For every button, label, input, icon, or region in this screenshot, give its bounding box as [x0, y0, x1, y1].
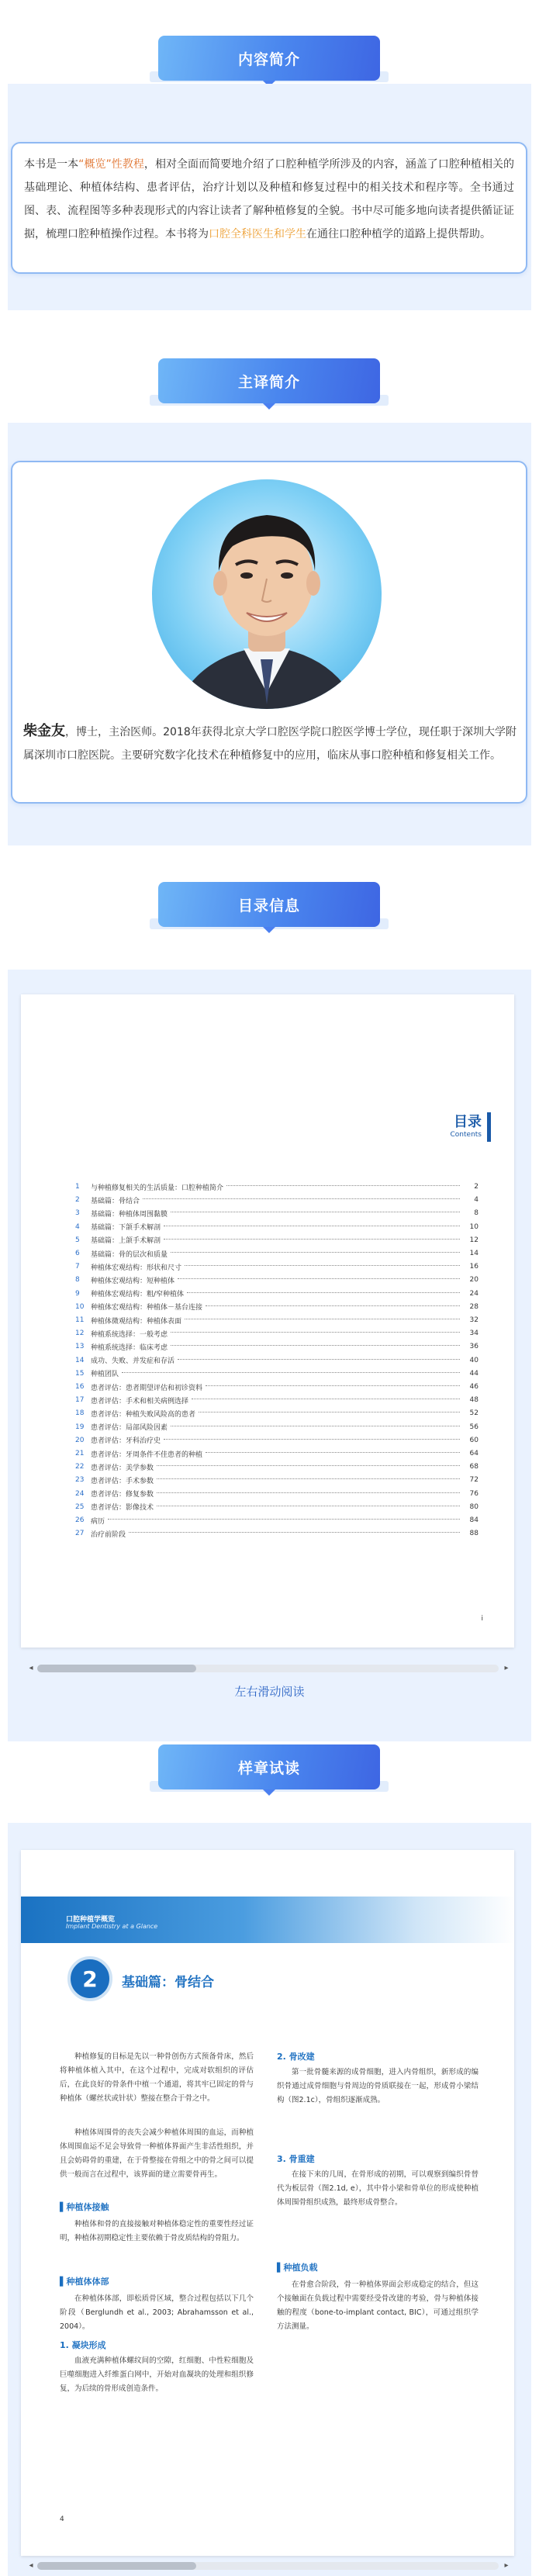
toc-row-page: 32	[469, 1316, 479, 1324]
toc-page-number: i	[481, 1615, 483, 1623]
left-paragraph-4: 在种植体体部，即松质骨区域，整合过程包括以下几个阶段（Berglundh et al., 2003; Abrahamsson et al., 2004）。	[60, 2294, 254, 2331]
editor-name: 柴金友	[23, 723, 66, 739]
chapter-number-badge	[67, 1956, 112, 2001]
left-paragraph-3: 种植体和骨的直接接触对种植体稳定性的重要性经过证明，种植体初期稳定性主要依赖于骨皮质结构的骨阻力。	[60, 2220, 254, 2242]
toc-row	[75, 1527, 479, 1540]
editor-avatar	[152, 479, 382, 709]
toc-row-title: 基础篇：种植体周围黏膜	[91, 1210, 168, 1219]
toc-heading-block	[451, 1111, 482, 1139]
left-paragraph-5: 血液充满种植体螺纹间的空隙，红细胞、中性粒细胞及巨噬细胞进入纤维蛋白网中，开始对血凝块的处理和组织修复，为后续的骨形成创造条件。	[60, 2356, 254, 2393]
toc-row-page: 48	[469, 1396, 479, 1405]
toc-row-page: 76	[469, 1489, 479, 1498]
toc-row	[75, 1407, 479, 1419]
toc-row-page: 8	[474, 1209, 479, 1218]
editor-bio-text: ，博士，主治医师。2018年获得北京大学口腔医学院口腔医学博士学位，现任职于深圳大学附属深圳市口腔医院。主要研究数字化技术在种植修复中的应用，临床从事口腔种植和修复相关工作。	[23, 726, 517, 762]
toc-leader-dots	[157, 1492, 460, 1493]
left-paragraph-1: 种植修复的目标是先以一种骨创伤方式预备骨床，然后将种植体植入其中，在这个过程中，完成对软组织的评估后，在此良好的骨条件中植一个通道，将其牢已固定的骨与种植体（螺丝状或针状）整接在整合于骨之中。	[60, 2052, 254, 2103]
left-heading-1: ▌种植体接触	[60, 2202, 109, 2212]
left-heading-2: ▌种植体体部	[60, 2277, 109, 2287]
toc-leader-dots	[178, 1278, 460, 1279]
toc-leader-dots	[206, 1452, 460, 1453]
scroll-right-arrow[interactable]: ▸	[504, 2561, 509, 2570]
toc-row	[75, 1368, 479, 1380]
toc-row-number: 14	[75, 1356, 85, 1364]
toc-row-page: 44	[469, 1369, 479, 1378]
left-heading-1-text: 种植体接触	[66, 2202, 109, 2212]
toc-row-page: 56	[469, 1423, 479, 1431]
toc-row-page: 2	[474, 1183, 479, 1191]
toc-row-title: 与种植修复相关的生活质量：口腔种植简介	[91, 1184, 224, 1192]
toc-section-tab	[158, 882, 380, 927]
tab-notch	[263, 1789, 275, 1796]
toc-leader-dots	[157, 1478, 460, 1479]
sample-page-image[interactable]	[21, 1850, 514, 2556]
toc-section-title: 目录信息	[237, 897, 300, 915]
toc-row-number: 7	[75, 1263, 80, 1271]
right-heading-2: 3. 骨重建	[277, 2154, 315, 2164]
toc-row-number: 20	[75, 1436, 85, 1444]
intro-section-tab	[158, 36, 380, 81]
scroll-left-arrow[interactable]: ◂	[29, 2561, 33, 2570]
toc-row-number: 13	[75, 1343, 85, 1351]
toc-row-number: 22	[75, 1463, 85, 1471]
toc-row	[75, 1394, 479, 1406]
toc-row-title: 种植团队	[91, 1371, 119, 1379]
toc-row	[75, 1288, 479, 1300]
toc-row	[75, 1274, 479, 1286]
toc-leader-dots	[185, 1265, 460, 1266]
toc-leader-dots	[108, 1519, 460, 1520]
toc-leader-dots	[122, 1372, 460, 1373]
toc-row	[75, 1354, 479, 1367]
tab-notch	[263, 403, 275, 410]
chapter-title: 基础篇：骨结合	[122, 1975, 214, 1990]
toc-leader-dots	[143, 1198, 460, 1199]
toc-row-number: 21	[75, 1450, 85, 1457]
toc-row	[75, 1340, 479, 1353]
toc-row	[75, 1461, 479, 1473]
toc-row-number: 15	[75, 1369, 85, 1378]
toc-row	[75, 1234, 479, 1247]
band-subtitle: Implant Dentistry at a Glance	[66, 1923, 158, 1930]
sample-section-title: 样章试读	[237, 1759, 300, 1777]
toc-row-title: 成功、失败、并发症和存活	[91, 1357, 175, 1366]
toc-leader-dots	[171, 1252, 460, 1253]
toc-row	[75, 1474, 479, 1486]
toc-row-number: 24	[75, 1489, 85, 1498]
toc-row-title: 治疗前阶段	[91, 1530, 126, 1539]
toc-row-number: 17	[75, 1396, 85, 1405]
chapter-number: 2	[82, 1966, 98, 1992]
toc-row-page: 60	[469, 1436, 479, 1444]
toc-row-number: 26	[75, 1516, 85, 1524]
right-heading-1: 2. 骨改建	[277, 2052, 315, 2062]
toc-row-title: 种植系统选择：一般考虑	[91, 1330, 168, 1339]
toc-row-page: 80	[469, 1502, 479, 1511]
editor-section-title: 主译简介	[237, 373, 300, 391]
right-heading-3-text: 种植负载	[283, 2263, 318, 2273]
toc-row	[75, 1514, 479, 1527]
toc-row-page: 46	[469, 1383, 479, 1391]
intro-highlight-overview: “概览”性教程	[78, 158, 144, 171]
toc-row	[75, 1247, 479, 1260]
toc-row	[75, 1327, 479, 1340]
toc-row-title: 种植体宏观结构：种植体－基台连接	[91, 1304, 203, 1312]
toc-row-page: 88	[469, 1530, 479, 1538]
chapter-header-band	[21, 1897, 514, 1943]
toc-row-page: 36	[469, 1343, 479, 1351]
toc-leader-dots	[129, 1532, 460, 1533]
right-paragraph-3: 在骨愈合阶段，骨一种植体界面会形成稳定的结合，但这个接触面在负载过程中需要经受骨改建的考验，骨与种植体接触的程度（bone-to-implant contact, BIC），可通过组织学方法测量。	[277, 2280, 479, 2331]
toc-row-title: 患者评估：牙科治疗史	[91, 1437, 161, 1446]
toc-row-page: 4	[474, 1196, 479, 1205]
right-paragraph-1: 第一批骨髓来源的成骨细胞，进入内骨组织，新形成的编织骨通过成骨细胞与骨周边的骨质联接在一起，形成骨小梁结构（图2.1c），骨组织逐渐成熟。	[277, 2068, 479, 2104]
editor-bio	[23, 720, 517, 767]
tab-notch	[263, 927, 275, 933]
toc-row-page: 12	[469, 1236, 479, 1244]
toc-row-page: 68	[469, 1463, 479, 1471]
toc-row-number: 25	[75, 1502, 85, 1511]
toc-row-title: 种植体微观结构：种植体表面	[91, 1317, 182, 1326]
toc-row-page: 64	[469, 1450, 479, 1457]
toc-row-page: 24	[469, 1289, 479, 1298]
left-paragraph-2: 种植体周围骨的丧失会减少种植体周围的血运，而种植体周围血运不足会导致骨一种植体界面产生非活性组织，并且会妨碍骨的重建，在于骨整接在骨组之中的骨之间可以提供一般而言在过程中，该界面的建立需要骨再生。	[60, 2128, 254, 2179]
left-heading-2-text: 种植体体部	[66, 2277, 109, 2287]
portrait-illustration	[152, 479, 382, 709]
toc-row-number: 2	[75, 1196, 80, 1205]
intro-text-1: 本书是一本	[24, 158, 79, 171]
toc-row-number: 1	[75, 1183, 80, 1191]
toc-row-title: 种植体宏观结构：短种植体	[91, 1277, 175, 1285]
toc-row-page: 72	[469, 1476, 479, 1485]
toc-row-number: 16	[75, 1383, 85, 1391]
toc-row	[75, 1260, 479, 1273]
toc-row-title: 种植体宏观结构：粗/窄种植体	[91, 1291, 185, 1299]
toc-row-number: 6	[75, 1250, 80, 1257]
toc-heading-bar	[487, 1112, 491, 1142]
left-heading-3: 1. 凝块形成	[60, 2340, 106, 2350]
right-paragraph-2: 在接下来的几周，在骨形成的初期，可以观察到编织骨替代为板层骨（图2.1d, e），其中骨小梁和骨单位的形成使种植体周围骨组织成熟，最终形成骨整合。	[277, 2170, 479, 2207]
scroll-left-arrow[interactable]: ◂	[29, 1664, 33, 1672]
toc-row-title: 患者评估：影像技术	[91, 1504, 154, 1513]
toc-row	[75, 1381, 479, 1393]
toc-leader-dots	[187, 1292, 460, 1293]
band-title: 口腔种植学概览	[66, 1916, 116, 1924]
toc-row	[75, 1301, 479, 1313]
toc-row-page: 34	[469, 1329, 479, 1338]
toc-row-title: 患者评估：手术和相关病例选择	[91, 1397, 189, 1406]
toc-leader-dots	[164, 1239, 460, 1240]
toc-row	[75, 1421, 479, 1433]
toc-row-page: 84	[469, 1516, 479, 1524]
toc-leader-dots	[171, 1332, 460, 1333]
toc-row	[75, 1488, 479, 1500]
toc-row	[75, 1221, 479, 1233]
toc-row	[75, 1447, 479, 1460]
toc-row-title: 基础篇：下颌手术解剖	[91, 1224, 161, 1233]
sample-page-number: 4	[60, 2515, 64, 2523]
toc-row-page: 14	[469, 1250, 479, 1257]
toc-row	[75, 1181, 479, 1193]
right-heading-3: ▌种植负载	[277, 2263, 318, 2273]
sample-scrollbar-thumb[interactable]	[37, 2562, 196, 2570]
toc-row-page: 16	[469, 1263, 479, 1271]
toc-heading-en: Contents	[450, 1131, 482, 1139]
swipe-hint: 左右滑动阅读	[234, 1685, 305, 1699]
toc-row	[75, 1501, 479, 1513]
toc-row	[75, 1434, 479, 1447]
toc-row-number: 23	[75, 1476, 85, 1485]
toc-row	[75, 1194, 479, 1206]
toc-row-number: 11	[75, 1316, 85, 1324]
toc-row	[75, 1207, 479, 1219]
toc-row-title: 基础篇：骨结合	[91, 1197, 140, 1205]
toc-row-title: 患者评估：种植失败风险高的患者	[91, 1410, 196, 1419]
toc-row-title: 患者评估：局部风险因素	[91, 1424, 168, 1433]
toc-row-title: 基础篇：上颌手术解剖	[91, 1237, 161, 1246]
toc-row-title: 患者评估：手术参数	[91, 1477, 154, 1485]
sample-section-tab	[158, 1744, 380, 1789]
toc-row-page: 28	[469, 1302, 479, 1311]
toc-heading: 目录	[454, 1114, 482, 1130]
toc-row-number: 8	[75, 1276, 80, 1285]
toc-row-title: 基础篇：骨的层次和质量	[91, 1250, 168, 1259]
toc-row-page: 10	[469, 1222, 479, 1231]
intro-card	[11, 142, 527, 274]
toc-row-title: 病历	[91, 1517, 105, 1526]
toc-row-title: 患者评估：患者期望评估和初诊资料	[91, 1384, 203, 1392]
intro-text-2: ，相对全面而简要地介绍了口腔种植学所涉及的内容，涵盖了口腔种植相关的基础理论、种植体结构、患者评估，治疗计划以及种植和修复过程中的相关技术和程序等。全书通过图、表、流程图等多种表现形式的内容让读者了解种植修复的全貌。书中尽可能多地向读者提供循证证据，梳理口腔种植操作过程。本书将为	[24, 158, 515, 240]
toc-leader-dots	[178, 1359, 460, 1360]
toc-row-number: 12	[75, 1329, 85, 1338]
toc-row-number: 10	[75, 1302, 85, 1311]
toc-row-page: 52	[469, 1409, 479, 1418]
toc-row-title: 患者评估：修复参数	[91, 1491, 154, 1499]
toc-leader-dots	[171, 1345, 460, 1346]
toc-row-title: 患者评估：美学参数	[91, 1464, 154, 1472]
intro-paragraph	[24, 153, 514, 246]
intro-text-3: 在通往口腔种植学的道路上提供帮助。	[306, 228, 491, 240]
toc-leader-dots	[164, 1439, 460, 1440]
intro-section-title: 内容简介	[237, 50, 300, 68]
toc-row-title: 患者评估：牙周条件不佳患者的种植	[91, 1451, 203, 1459]
toc-leader-dots	[206, 1385, 460, 1386]
toc-leader-dots	[206, 1305, 460, 1306]
toc-row-title: 种植体宏观结构：形状和尺寸	[91, 1264, 182, 1272]
toc-row-page: 20	[469, 1276, 479, 1285]
toc-row-number: 18	[75, 1409, 85, 1418]
editor-section-tab	[158, 358, 380, 403]
toc-leader-dots	[157, 1465, 460, 1466]
toc-row-number: 27	[75, 1530, 85, 1538]
toc-row-number: 5	[75, 1236, 80, 1244]
toc-page-image[interactable]	[21, 994, 514, 1648]
toc-scrollbar-thumb[interactable]	[37, 1665, 196, 1672]
toc-row-number: 9	[75, 1289, 80, 1298]
toc-row-number: 4	[75, 1222, 80, 1231]
toc-row	[75, 1314, 479, 1326]
scroll-right-arrow[interactable]: ▸	[504, 1664, 509, 1672]
toc-row-number: 3	[75, 1209, 80, 1218]
toc-row-title: 种植系统选择：临床考虑	[91, 1343, 168, 1352]
toc-leader-dots	[226, 1185, 460, 1186]
toc-row-page: 40	[469, 1356, 479, 1364]
intro-highlight-audience: 口腔全科医生和学生	[209, 228, 306, 240]
toc-row-number: 19	[75, 1423, 85, 1431]
